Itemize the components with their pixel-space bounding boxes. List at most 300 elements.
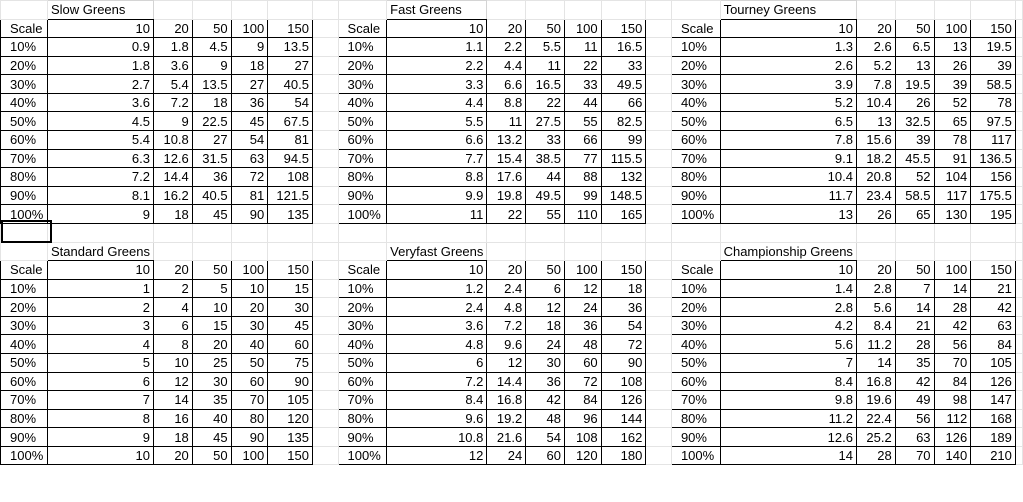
- value-cell[interactable]: 121.5: [268, 186, 313, 205]
- empty-cell[interactable]: [312, 391, 338, 410]
- value-cell[interactable]: 42: [526, 391, 565, 410]
- empty-cell[interactable]: [601, 1, 646, 20]
- table-title[interactable]: Championship Greens: [720, 242, 856, 261]
- value-cell[interactable]: 33: [526, 131, 565, 150]
- value-cell[interactable]: 1.3: [720, 38, 856, 57]
- scale-percent-cell[interactable]: 30%: [1, 316, 48, 335]
- scale-percent-cell[interactable]: 90%: [1, 186, 48, 205]
- column-header-cell[interactable]: 100: [231, 19, 268, 38]
- scale-percent-cell[interactable]: 100%: [338, 446, 387, 465]
- empty-cell[interactable]: [646, 279, 672, 298]
- value-cell[interactable]: 18: [192, 93, 231, 112]
- scale-percent-cell[interactable]: 20%: [671, 56, 720, 75]
- value-cell[interactable]: 6.6: [487, 75, 526, 94]
- empty-cell[interactable]: [646, 223, 672, 242]
- value-cell[interactable]: 21: [895, 316, 934, 335]
- value-cell[interactable]: 18: [601, 279, 646, 298]
- scale-percent-cell[interactable]: 80%: [1, 409, 48, 428]
- empty-cell[interactable]: [312, 446, 338, 465]
- empty-cell[interactable]: [1015, 205, 1022, 224]
- value-cell[interactable]: 14: [856, 353, 895, 372]
- value-cell[interactable]: 81: [231, 186, 268, 205]
- empty-cell[interactable]: [1015, 391, 1022, 410]
- column-header-cell[interactable]: 20: [153, 261, 192, 280]
- value-cell[interactable]: 5: [47, 353, 153, 372]
- value-cell[interactable]: 6: [387, 353, 487, 372]
- empty-cell[interactable]: [646, 353, 672, 372]
- table-title[interactable]: Veryfast Greens: [387, 242, 487, 261]
- empty-cell[interactable]: [312, 38, 338, 57]
- value-cell[interactable]: 7: [47, 391, 153, 410]
- value-cell[interactable]: 24: [564, 298, 601, 317]
- value-cell[interactable]: 2.4: [487, 279, 526, 298]
- value-cell[interactable]: 117: [971, 131, 1016, 150]
- value-cell[interactable]: 54: [231, 131, 268, 150]
- value-cell[interactable]: 6: [526, 279, 565, 298]
- value-cell[interactable]: 18: [231, 56, 268, 75]
- empty-cell[interactable]: [671, 242, 720, 261]
- value-cell[interactable]: 25: [192, 353, 231, 372]
- value-cell[interactable]: 5.5: [526, 38, 565, 57]
- value-cell[interactable]: 108: [564, 428, 601, 447]
- value-cell[interactable]: 54: [601, 316, 646, 335]
- empty-cell[interactable]: [338, 1, 387, 20]
- empty-cell[interactable]: [312, 56, 338, 75]
- scale-percent-cell[interactable]: 10%: [338, 38, 387, 57]
- value-cell[interactable]: 16.8: [487, 391, 526, 410]
- value-cell[interactable]: 19.6: [856, 391, 895, 410]
- scale-header-cell[interactable]: Scale: [671, 261, 720, 280]
- value-cell[interactable]: 6.6: [387, 131, 487, 150]
- empty-cell[interactable]: [1015, 242, 1022, 261]
- empty-cell[interactable]: [153, 1, 192, 20]
- empty-cell[interactable]: [387, 223, 487, 242]
- empty-cell[interactable]: [312, 298, 338, 317]
- value-cell[interactable]: 175.5: [971, 186, 1016, 205]
- empty-cell[interactable]: [312, 131, 338, 150]
- value-cell[interactable]: 7.2: [487, 316, 526, 335]
- empty-cell[interactable]: [192, 242, 231, 261]
- value-cell[interactable]: 8.4: [387, 391, 487, 410]
- empty-cell[interactable]: [312, 19, 338, 38]
- scale-percent-cell[interactable]: 20%: [338, 298, 387, 317]
- value-cell[interactable]: 77: [564, 149, 601, 168]
- value-cell[interactable]: 14.4: [153, 168, 192, 187]
- column-header-cell[interactable]: 150: [268, 19, 313, 38]
- value-cell[interactable]: 7.2: [153, 93, 192, 112]
- empty-cell[interactable]: [856, 242, 895, 261]
- value-cell[interactable]: 210: [971, 446, 1016, 465]
- column-header-cell[interactable]: 150: [268, 261, 313, 280]
- value-cell[interactable]: 100: [231, 446, 268, 465]
- empty-cell[interactable]: [338, 223, 387, 242]
- scale-header-cell[interactable]: Scale: [338, 19, 387, 38]
- value-cell[interactable]: 91: [934, 149, 971, 168]
- empty-cell[interactable]: [1015, 149, 1022, 168]
- value-cell[interactable]: 3.3: [387, 75, 487, 94]
- value-cell[interactable]: 5.6: [856, 298, 895, 317]
- empty-cell[interactable]: [1015, 223, 1022, 242]
- value-cell[interactable]: 80: [231, 409, 268, 428]
- empty-cell[interactable]: [1015, 409, 1022, 428]
- value-cell[interactable]: 39: [934, 75, 971, 94]
- value-cell[interactable]: 9.8: [720, 391, 856, 410]
- value-cell[interactable]: 108: [601, 372, 646, 391]
- empty-cell[interactable]: [895, 1, 934, 20]
- value-cell[interactable]: 15: [192, 316, 231, 335]
- value-cell[interactable]: 30: [231, 316, 268, 335]
- value-cell[interactable]: 4.5: [192, 38, 231, 57]
- value-cell[interactable]: 60: [526, 446, 565, 465]
- value-cell[interactable]: 12: [387, 446, 487, 465]
- value-cell[interactable]: 84: [564, 391, 601, 410]
- value-cell[interactable]: 13.2: [487, 131, 526, 150]
- value-cell[interactable]: 58.5: [895, 186, 934, 205]
- value-cell[interactable]: 19.5: [895, 75, 934, 94]
- empty-cell[interactable]: [646, 112, 672, 131]
- empty-cell[interactable]: [312, 335, 338, 354]
- scale-percent-cell[interactable]: 60%: [671, 131, 720, 150]
- value-cell[interactable]: 36: [601, 298, 646, 317]
- empty-cell[interactable]: [1, 242, 48, 261]
- value-cell[interactable]: 10: [192, 298, 231, 317]
- value-cell[interactable]: 31.5: [192, 149, 231, 168]
- value-cell[interactable]: 20.8: [856, 168, 895, 187]
- scale-percent-cell[interactable]: 70%: [1, 391, 48, 410]
- empty-cell[interactable]: [601, 242, 646, 261]
- empty-cell[interactable]: [646, 56, 672, 75]
- value-cell[interactable]: 45: [192, 428, 231, 447]
- column-header-cell[interactable]: 100: [564, 261, 601, 280]
- value-cell[interactable]: 35: [192, 391, 231, 410]
- value-cell[interactable]: 189: [971, 428, 1016, 447]
- scale-percent-cell[interactable]: 90%: [1, 428, 48, 447]
- value-cell[interactable]: 1.8: [153, 38, 192, 57]
- value-cell[interactable]: 6.5: [895, 38, 934, 57]
- value-cell[interactable]: 11: [387, 205, 487, 224]
- column-header-cell[interactable]: 100: [231, 261, 268, 280]
- column-header-cell[interactable]: 10: [47, 261, 153, 280]
- value-cell[interactable]: 13.5: [268, 38, 313, 57]
- value-cell[interactable]: 104: [934, 168, 971, 187]
- value-cell[interactable]: 78: [934, 131, 971, 150]
- empty-cell[interactable]: [646, 261, 672, 280]
- empty-cell[interactable]: [312, 186, 338, 205]
- value-cell[interactable]: 40.5: [192, 186, 231, 205]
- empty-cell[interactable]: [646, 1, 672, 20]
- value-cell[interactable]: 126: [971, 372, 1016, 391]
- empty-cell[interactable]: [1015, 19, 1022, 38]
- empty-cell[interactable]: [312, 112, 338, 131]
- scale-percent-cell[interactable]: 60%: [1, 372, 48, 391]
- value-cell[interactable]: 11: [487, 112, 526, 131]
- value-cell[interactable]: 22: [526, 93, 565, 112]
- value-cell[interactable]: 14: [153, 391, 192, 410]
- value-cell[interactable]: 11: [564, 38, 601, 57]
- scale-header-cell[interactable]: Scale: [338, 261, 387, 280]
- value-cell[interactable]: 1.1: [387, 38, 487, 57]
- value-cell[interactable]: 58.5: [971, 75, 1016, 94]
- scale-percent-cell[interactable]: 30%: [338, 316, 387, 335]
- value-cell[interactable]: 36: [231, 93, 268, 112]
- value-cell[interactable]: 26: [934, 56, 971, 75]
- value-cell[interactable]: 44: [526, 168, 565, 187]
- scale-percent-cell[interactable]: 90%: [338, 428, 387, 447]
- empty-cell[interactable]: [646, 19, 672, 38]
- empty-cell[interactable]: [564, 1, 601, 20]
- value-cell[interactable]: 105: [268, 391, 313, 410]
- empty-cell[interactable]: [1015, 131, 1022, 150]
- value-cell[interactable]: 112: [934, 409, 971, 428]
- value-cell[interactable]: 9: [47, 428, 153, 447]
- scale-percent-cell[interactable]: 20%: [671, 298, 720, 317]
- scale-percent-cell[interactable]: 70%: [671, 391, 720, 410]
- scale-percent-cell[interactable]: 60%: [671, 372, 720, 391]
- value-cell[interactable]: 13: [856, 112, 895, 131]
- value-cell[interactable]: 90: [601, 353, 646, 372]
- scale-header-cell[interactable]: Scale: [1, 261, 48, 280]
- value-cell[interactable]: 42: [934, 316, 971, 335]
- value-cell[interactable]: 36: [192, 168, 231, 187]
- value-cell[interactable]: 98: [934, 391, 971, 410]
- empty-cell[interactable]: [312, 261, 338, 280]
- value-cell[interactable]: 6.5: [720, 112, 856, 131]
- scale-percent-cell[interactable]: 60%: [1, 131, 48, 150]
- value-cell[interactable]: 26: [856, 205, 895, 224]
- value-cell[interactable]: 49: [895, 391, 934, 410]
- column-header-cell[interactable]: 20: [856, 261, 895, 280]
- value-cell[interactable]: 165: [601, 205, 646, 224]
- value-cell[interactable]: 5.5: [387, 112, 487, 131]
- value-cell[interactable]: 60: [231, 372, 268, 391]
- value-cell[interactable]: 49.5: [526, 186, 565, 205]
- scale-percent-cell[interactable]: 40%: [671, 335, 720, 354]
- column-header-cell[interactable]: 50: [192, 261, 231, 280]
- value-cell[interactable]: 11.7: [720, 186, 856, 205]
- value-cell[interactable]: 8.1: [47, 186, 153, 205]
- value-cell[interactable]: 15: [268, 279, 313, 298]
- empty-cell[interactable]: [1015, 112, 1022, 131]
- scale-percent-cell[interactable]: 10%: [671, 38, 720, 57]
- value-cell[interactable]: 39: [971, 56, 1016, 75]
- value-cell[interactable]: 19.2: [487, 409, 526, 428]
- empty-cell[interactable]: [268, 1, 313, 20]
- value-cell[interactable]: 16: [153, 409, 192, 428]
- empty-cell[interactable]: [487, 1, 526, 20]
- value-cell[interactable]: 168: [971, 409, 1016, 428]
- scale-percent-cell[interactable]: 50%: [338, 353, 387, 372]
- empty-cell[interactable]: [312, 316, 338, 335]
- value-cell[interactable]: 39: [895, 131, 934, 150]
- value-cell[interactable]: 20: [231, 298, 268, 317]
- value-cell[interactable]: 45: [231, 112, 268, 131]
- column-header-cell[interactable]: 10: [720, 261, 856, 280]
- value-cell[interactable]: 115.5: [601, 149, 646, 168]
- value-cell[interactable]: 11.2: [720, 409, 856, 428]
- empty-cell[interactable]: [231, 1, 268, 20]
- empty-cell[interactable]: [646, 242, 672, 261]
- column-header-cell[interactable]: 50: [895, 261, 934, 280]
- value-cell[interactable]: 2.4: [387, 298, 487, 317]
- value-cell[interactable]: 7.8: [720, 131, 856, 150]
- value-cell[interactable]: 14: [934, 279, 971, 298]
- table-title[interactable]: Standard Greens: [47, 242, 153, 261]
- scale-percent-cell[interactable]: 50%: [671, 353, 720, 372]
- value-cell[interactable]: 2: [47, 298, 153, 317]
- value-cell[interactable]: 126: [934, 428, 971, 447]
- value-cell[interactable]: 70: [895, 446, 934, 465]
- empty-cell[interactable]: [934, 223, 971, 242]
- value-cell[interactable]: 60: [564, 353, 601, 372]
- value-cell[interactable]: 4: [47, 335, 153, 354]
- empty-cell[interactable]: [312, 353, 338, 372]
- value-cell[interactable]: 2.6: [856, 38, 895, 57]
- value-cell[interactable]: 22.4: [856, 409, 895, 428]
- value-cell[interactable]: 148.5: [601, 186, 646, 205]
- empty-cell[interactable]: [646, 168, 672, 187]
- value-cell[interactable]: 9: [192, 56, 231, 75]
- value-cell[interactable]: 84: [934, 372, 971, 391]
- scale-percent-cell[interactable]: 90%: [338, 186, 387, 205]
- empty-cell[interactable]: [47, 223, 153, 242]
- empty-cell[interactable]: [487, 223, 526, 242]
- scale-percent-cell[interactable]: 50%: [1, 112, 48, 131]
- value-cell[interactable]: 2.8: [856, 279, 895, 298]
- value-cell[interactable]: 0.9: [47, 38, 153, 57]
- empty-cell[interactable]: [526, 1, 565, 20]
- value-cell[interactable]: 36: [526, 372, 565, 391]
- value-cell[interactable]: 16.2: [153, 186, 192, 205]
- value-cell[interactable]: 45: [192, 205, 231, 224]
- empty-cell[interactable]: [646, 391, 672, 410]
- value-cell[interactable]: 12: [526, 298, 565, 317]
- empty-cell[interactable]: [1015, 1, 1022, 20]
- value-cell[interactable]: 9.1: [720, 149, 856, 168]
- empty-cell[interactable]: [646, 93, 672, 112]
- value-cell[interactable]: 3.9: [720, 75, 856, 94]
- empty-cell[interactable]: [312, 242, 338, 261]
- value-cell[interactable]: 18.2: [856, 149, 895, 168]
- table-title[interactable]: Tourney Greens: [720, 1, 856, 20]
- scale-percent-cell[interactable]: 40%: [338, 335, 387, 354]
- value-cell[interactable]: 10: [231, 279, 268, 298]
- value-cell[interactable]: 5.4: [153, 75, 192, 94]
- empty-cell[interactable]: [671, 223, 720, 242]
- value-cell[interactable]: 3.6: [387, 316, 487, 335]
- column-header-cell[interactable]: 20: [856, 19, 895, 38]
- scale-percent-cell[interactable]: 40%: [1, 93, 48, 112]
- empty-cell[interactable]: [1015, 186, 1022, 205]
- value-cell[interactable]: 11: [526, 56, 565, 75]
- value-cell[interactable]: 26: [895, 93, 934, 112]
- value-cell[interactable]: 48: [564, 335, 601, 354]
- value-cell[interactable]: 126: [601, 391, 646, 410]
- empty-cell[interactable]: [487, 242, 526, 261]
- column-header-cell[interactable]: 50: [895, 19, 934, 38]
- value-cell[interactable]: 12: [153, 372, 192, 391]
- value-cell[interactable]: 9.6: [387, 409, 487, 428]
- value-cell[interactable]: 7: [720, 353, 856, 372]
- value-cell[interactable]: 9.9: [387, 186, 487, 205]
- value-cell[interactable]: 14: [720, 446, 856, 465]
- value-cell[interactable]: 70: [231, 391, 268, 410]
- value-cell[interactable]: 108: [268, 168, 313, 187]
- column-header-cell[interactable]: 50: [192, 19, 231, 38]
- value-cell[interactable]: 22.5: [192, 112, 231, 131]
- scale-percent-cell[interactable]: 20%: [1, 56, 48, 75]
- value-cell[interactable]: 48: [526, 409, 565, 428]
- value-cell[interactable]: 28: [934, 298, 971, 317]
- value-cell[interactable]: 12: [564, 279, 601, 298]
- empty-cell[interactable]: [564, 223, 601, 242]
- empty-cell[interactable]: [720, 223, 856, 242]
- value-cell[interactable]: 144: [601, 409, 646, 428]
- scale-percent-cell[interactable]: 70%: [1, 149, 48, 168]
- empty-cell[interactable]: [646, 38, 672, 57]
- empty-cell[interactable]: [934, 1, 971, 20]
- value-cell[interactable]: 19.8: [487, 186, 526, 205]
- empty-cell[interactable]: [934, 242, 971, 261]
- empty-cell[interactable]: [268, 223, 313, 242]
- value-cell[interactable]: 7.2: [387, 372, 487, 391]
- value-cell[interactable]: 42: [895, 372, 934, 391]
- value-cell[interactable]: 33: [601, 56, 646, 75]
- empty-cell[interactable]: [268, 242, 313, 261]
- value-cell[interactable]: 4.8: [387, 335, 487, 354]
- value-cell[interactable]: 5.2: [720, 93, 856, 112]
- value-cell[interactable]: 25.2: [856, 428, 895, 447]
- value-cell[interactable]: 5.2: [856, 56, 895, 75]
- value-cell[interactable]: 97.5: [971, 112, 1016, 131]
- scale-percent-cell[interactable]: 80%: [338, 168, 387, 187]
- scale-percent-cell[interactable]: 40%: [671, 93, 720, 112]
- value-cell[interactable]: 30: [192, 372, 231, 391]
- value-cell[interactable]: 135: [268, 205, 313, 224]
- column-header-cell[interactable]: 150: [971, 19, 1016, 38]
- value-cell[interactable]: 7.2: [47, 168, 153, 187]
- value-cell[interactable]: 17.6: [487, 168, 526, 187]
- empty-cell[interactable]: [1015, 38, 1022, 57]
- empty-cell[interactable]: [1015, 298, 1022, 317]
- value-cell[interactable]: 7.8: [856, 75, 895, 94]
- column-header-cell[interactable]: 100: [564, 19, 601, 38]
- empty-cell[interactable]: [1015, 428, 1022, 447]
- empty-cell[interactable]: [971, 242, 1016, 261]
- value-cell[interactable]: 90: [268, 372, 313, 391]
- empty-cell[interactable]: [1015, 261, 1022, 280]
- value-cell[interactable]: 18: [526, 316, 565, 335]
- value-cell[interactable]: 72: [601, 335, 646, 354]
- scale-percent-cell[interactable]: 70%: [338, 391, 387, 410]
- empty-cell[interactable]: [646, 298, 672, 317]
- value-cell[interactable]: 3: [47, 316, 153, 335]
- value-cell[interactable]: 12: [487, 353, 526, 372]
- value-cell[interactable]: 65: [895, 205, 934, 224]
- empty-cell[interactable]: [1015, 446, 1022, 465]
- value-cell[interactable]: 9: [153, 112, 192, 131]
- value-cell[interactable]: 82.5: [601, 112, 646, 131]
- value-cell[interactable]: 120: [268, 409, 313, 428]
- value-cell[interactable]: 1.2: [387, 279, 487, 298]
- value-cell[interactable]: 5.6: [720, 335, 856, 354]
- value-cell[interactable]: 156: [971, 168, 1016, 187]
- value-cell[interactable]: 36: [564, 316, 601, 335]
- value-cell[interactable]: 24: [487, 446, 526, 465]
- value-cell[interactable]: 56: [934, 335, 971, 354]
- column-header-cell[interactable]: 150: [601, 19, 646, 38]
- value-cell[interactable]: 16.5: [601, 38, 646, 57]
- value-cell[interactable]: 150: [268, 446, 313, 465]
